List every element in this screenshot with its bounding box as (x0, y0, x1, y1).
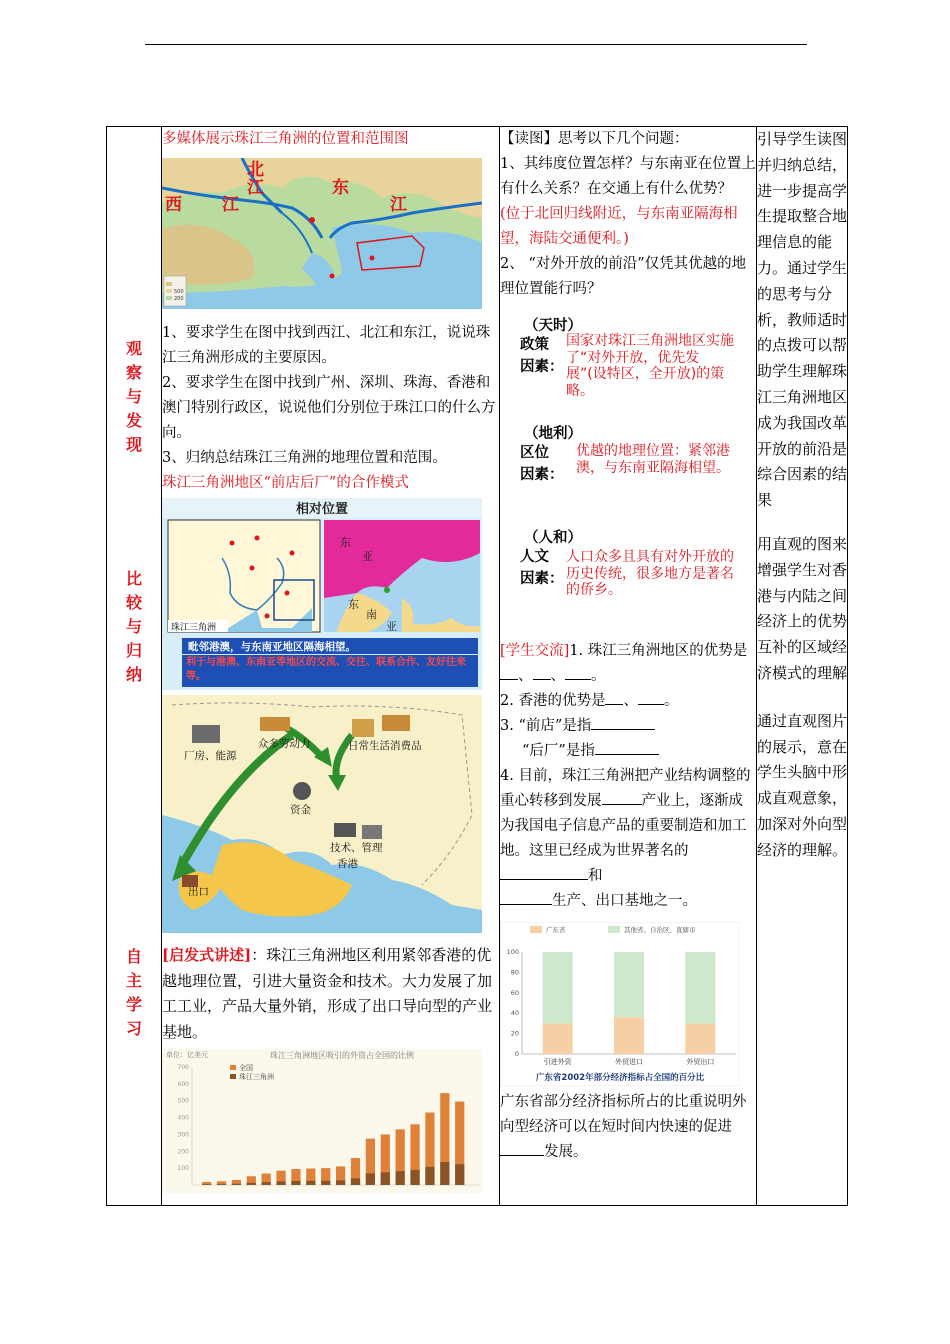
factor-location-name1: 区位 (520, 445, 549, 461)
stage-label-self-study: 自 主 学 习 (125, 947, 142, 1038)
map2-asia-label: 亚 (386, 620, 397, 633)
stage-label-compare: 比 较 与 归 纳 (125, 569, 142, 684)
map2-asia-label: 南 (366, 608, 377, 621)
map3-label-factory: 厂房、能源 (184, 750, 237, 762)
task-item: 3、归纳总结珠江三角洲的地理位置和范围。 (162, 450, 447, 466)
exchange-q4c: 和 (588, 868, 603, 884)
factor-people-value: 人口众多且具有对外开放的历史传统，很多地方是著名的侨乡。 (566, 549, 734, 598)
gd-bar-others (685, 952, 715, 1023)
gd-xtick-label: 外贸进口 (615, 1058, 643, 1066)
map3-label-hongkong: 香港 (337, 858, 358, 870)
gd-xtick-label: 外贸出口 (686, 1058, 715, 1066)
map3-label-capital: 资金 (290, 804, 311, 816)
fi-bar-prd (410, 1170, 419, 1185)
exchange-q3b: “后厂”是指 (522, 743, 595, 759)
gd-xtick-label: 引进外资 (543, 1058, 572, 1066)
factor-location-name2: 因素： (520, 467, 564, 483)
task-item: 2、要求学生在图中找到广州、深圳、珠海、香港和澳门特别行政区，说说他们分别位于珠江口的什么方向。 (162, 375, 496, 441)
fi-chart-title: 珠江三角洲地区吸引的外资占全国的比例 (270, 1051, 414, 1060)
fi-bar-prd (262, 1182, 271, 1185)
front-shop-back-factory-map (162, 695, 482, 933)
header-rule (145, 44, 807, 45)
gd-bar-guangdong (614, 1017, 644, 1054)
answer-1: (位于北回归线附近，与东南亚隔海相望，海陆交通便利。) (500, 206, 738, 247)
guangdong-share-chart (500, 922, 740, 1086)
map3-label-tech: 技术、管理 (330, 842, 383, 854)
fi-bar-prd (217, 1184, 226, 1185)
exchange-q2: 2. 香港的优势是 (500, 693, 606, 709)
fi-chart-unit: 单位：亿美元 (166, 1051, 208, 1059)
fi-ytick-label: 700 (177, 1064, 189, 1071)
factor-location (500, 425, 756, 543)
thinking-column (500, 127, 757, 1206)
mode-title: 珠江三角洲地区“前店后厂”的合作模式 (162, 475, 409, 491)
gd-ytick-label: 0 (514, 1050, 519, 1058)
fi-bar-prd (455, 1164, 464, 1185)
map1-label-jiang-west: 江 (222, 195, 239, 215)
map2-asia-label: 东 (340, 536, 351, 549)
lecture-paragraph (162, 943, 499, 1045)
relative-position-map (162, 498, 482, 690)
intent-text-1: 引导学生读图并归纳总结，进一步提高学生提取整合地理信息的能力。通过学生的思考与分析，教师适时的点拨可以帮助学生理解珠江三角洲地区成为我国改革开放的前沿是综合因素的结果 (757, 130, 848, 510)
factor-policy-tag: （天时） (524, 318, 582, 334)
map2-title: 相对位置 (295, 502, 349, 517)
factor-people-name2: 因素： (520, 571, 564, 587)
fi-bar-prd (425, 1167, 434, 1185)
map3-label-labor: 众多劳动力 (258, 738, 311, 750)
map1-legend-200: 200 (174, 296, 184, 302)
map1-label-dong: 东 (332, 178, 349, 198)
chart-note-text: 广东省部分经济指标所占的比重说明外向型经济可以在短时间内快速的促进 (500, 1094, 747, 1135)
gd-ytick-label: 40 (510, 1009, 519, 1018)
fi-bar-prd (321, 1181, 330, 1185)
stage-label-observe: 观 察 与 发 现 (125, 339, 142, 454)
factor-people (500, 529, 756, 647)
fi-bar-prd (306, 1181, 315, 1185)
fi-ytick-label: 400 (177, 1114, 189, 1122)
map2-asia-label: 亚 (362, 550, 373, 563)
map3-label-consumer-goods: 日常生活消费品 (348, 740, 422, 752)
gd-chart-title: 广东省2002年部分经济指标占全国的百分比 (535, 1073, 705, 1083)
student-exchange: [学生交流]1. 珠江三角洲地区的优势是、 、 。 2. 香港的优势是 、 。 3. “前店”是指 “后厂”是指 4. 目前，珠江三角洲把产业结构调整的重心转移到发展 产业上，逐渐成为我国电子信息产品的重要制造和加工地。这里已经成为世界著名的和 生产、出口基地之一。 (500, 643, 751, 909)
fi-bar-prd (336, 1180, 345, 1185)
gd-bar-guangdong (685, 1023, 715, 1054)
read-head: 【读图】思考以下几个问题： (500, 131, 689, 147)
lecture-text: ：珠江三角洲地区利用紧邻香港的优越地理位置，引进大量资金和技术。大力发展了加工工业，产品大量外销，形成了出口导向型的产业基地。 (162, 946, 493, 1041)
intent-text-2: 用直观的图来增强学生对香港与内陆之间经济上的优势互补的区域经济模式的理解 (757, 534, 848, 682)
fi-bar-prd (381, 1172, 390, 1185)
gd-ytick-label: 20 (510, 1029, 519, 1038)
map2-inset-label: 珠江三角洲 (171, 623, 217, 633)
fi-ytick-label: 200 (177, 1148, 189, 1156)
chart-note-end: 发展。 (544, 1144, 588, 1160)
exchange-label: [学生交流] (500, 643, 570, 659)
fi-bar-prd (440, 1162, 449, 1185)
fi-bar-prd (366, 1173, 375, 1185)
chart-note (500, 1090, 756, 1165)
factor-policy-name2: 因素： (520, 359, 564, 375)
exchange-q1: 1. 珠江三角洲地区的优势是 (569, 643, 748, 659)
factor-people-name1: 人文 (520, 549, 549, 565)
gd-legend-guangdong: 广东省 (546, 926, 566, 934)
intent-text-3: 通过直观图片的展示，意在学生头脑中形成直观意象，加深对外向型经济的理解。 (757, 711, 848, 859)
lecture-label: [启发式讲述] (162, 946, 252, 964)
gd-bar-guangdong (543, 1023, 573, 1054)
fi-ytick-label: 500 (177, 1097, 189, 1105)
fi-ytick-label: 600 (177, 1080, 189, 1088)
fi-bar-prd (202, 1184, 211, 1185)
exchange-q4d: 生产、出口基地之一。 (552, 893, 697, 909)
task-item: 1、要求学生在图中找到西江、北江和东江，说说珠江三角洲形成的主要原因。 (162, 325, 491, 366)
fi-legend-prd: 珠江三角洲 (239, 1073, 274, 1081)
fi-bar-prd (232, 1184, 241, 1185)
gd-bar-others (543, 952, 573, 1023)
map2-caption-benefit: 利于与港澳、东南亚等地区的交流、交往、联系合作、友好往来等。 (186, 657, 466, 682)
exchange-q3a: 3. “前店”是指 (500, 718, 592, 734)
map1-label-jiang-north: 江 (247, 178, 264, 198)
factor-people-tag: （人和） (524, 530, 582, 546)
foreign-investment-chart (162, 1049, 482, 1193)
lesson-table (106, 126, 848, 1206)
factor-policy-name1: 政策 (520, 337, 549, 353)
map1-label-bei: 北 (247, 160, 264, 180)
task-list (162, 321, 499, 496)
factor-location-tag: （地利） (524, 426, 582, 442)
gd-legend-others: 其他省、自治区、直辖市 (624, 926, 696, 934)
fi-ytick-label: 300 (177, 1131, 189, 1139)
factor-policy-value: 国家对珠江三角洲地区实施了“对外开放，优先发展”(设特区，全开放)的策略。 (566, 333, 734, 399)
exchange-q4b: 产业上，逐渐成为我国电子信息产品的重要制造和加工地。这里已经成为世界著名的 (500, 793, 747, 859)
factor-location-value: 优越的地理位置：紧邻港澳，与东南亚隔海相望。 (576, 443, 730, 476)
map2-caption-adjacent: 毗邻港澳，与东南亚地区隔海相望。 (188, 641, 356, 653)
factor-policy (500, 317, 756, 435)
gd-ytick-label: 100 (506, 948, 519, 956)
question-1: 1、其纬度位置怎样？与东南亚在位置上有什么关系？在交通上有什么优势？ (500, 156, 756, 197)
fi-bar-prd (351, 1178, 360, 1185)
intent-column (757, 127, 848, 1206)
map2-asia-label: 东 (348, 598, 359, 611)
map1-legend-500: 500 (174, 289, 184, 295)
read-questions (500, 127, 756, 302)
fi-bar-prd (396, 1171, 405, 1185)
prd-location-map (162, 158, 482, 309)
map3-label-export: 出口 (188, 886, 209, 898)
gd-bar-others (614, 952, 644, 1017)
fi-ytick-label: 100 (177, 1165, 189, 1173)
gd-ytick-label: 80 (510, 968, 519, 977)
exchange-q4a: 4. 目前，珠江三角洲把产业结构调整的重心转移到发展 (500, 768, 751, 809)
fi-bar-prd (276, 1181, 285, 1185)
map1-label-jiang-east: 江 (390, 195, 407, 215)
media-column (162, 127, 500, 1206)
fi-bar-prd (291, 1181, 300, 1185)
fi-legend-national: 全国 (239, 1064, 253, 1072)
gd-ytick-label: 60 (510, 988, 519, 997)
map1-label-xi: 西 (165, 195, 182, 215)
fi-bar-prd (247, 1183, 256, 1185)
question-2: 2、 “对外开放的前沿”仅凭其优越的地理位置能行吗？ (500, 256, 747, 297)
media-title: 多媒体展示珠江三角洲的位置和范围图 (162, 131, 409, 147)
stage-column (107, 127, 162, 1206)
